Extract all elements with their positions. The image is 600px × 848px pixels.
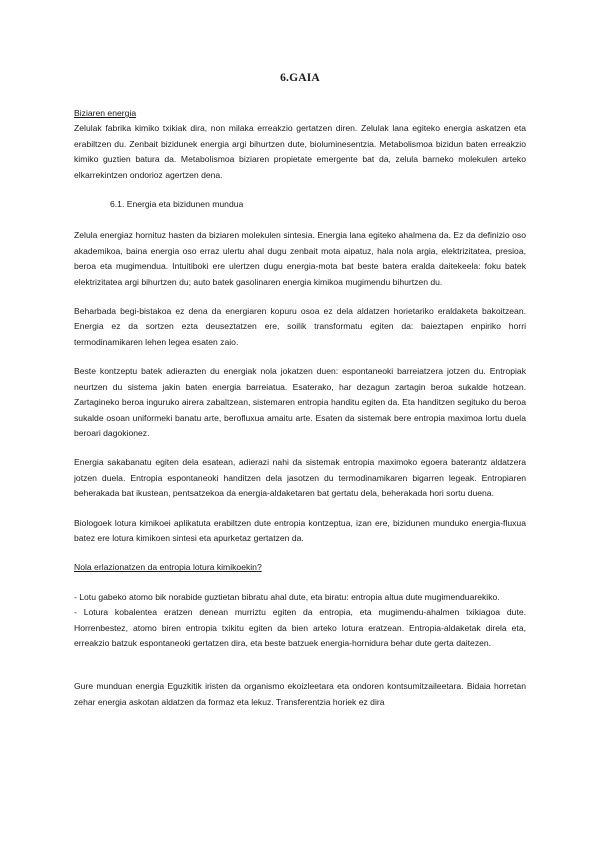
paragraph-intro: Zelulak fabrika kimiko txikiak dira, non milaka erreakzio gertatzen diren. Zelulak lana egiteko energia askatzen eta erabiltzen du. Zenbait bizidunek energia argi bihurtzen dute, bioluminesentzia. Metabolismoa bizidun baten erreakzio kimiko guztien batura da. Metabolismoa biziaren propietate emergente bat da, zelula barneko molekulen arteko elkarrekintzen ondorioz agertzen dena.	[74, 123, 526, 180]
section-heading-biziaren-energia: Biziaren energia	[74, 108, 137, 118]
page-title: 6.GAIA	[280, 72, 320, 84]
paragraph-4: Energia sakabanatu egiten dela esatean, adierazi nahi da sistemak entropia maximoko egoera baterantz aldatzera jotzen duela. Entropia espontaneoki handitzen dela jasotzen du termodinamikaren bigarren legeak. Entropiaren beherakada bat ikustean, pentsatzekoa da energia-aldaketaren bat gertatu dela, beherakada hori sortu duena.	[74, 457, 526, 499]
paragraph-1: Zelula energiaz hornituz hasten da biziaren molekulen sintesia. Energia lana egiteko ahalmena da. Ez da definizio oso akademikoa, baina energia oso erraz ulertu ahal dugu zenbait mota aipatuz, hala nola argia, elektrizitatea, presioa, beroa eta mugimendua. Intuitiboki ere ulertzen dugu energia-mota bat beste batera eralda daitekeela: foku batek elektrizitatea argi bihurtzen du; auto batek gasolinaren energia kimikoa mugimendu bihurtzen du.	[74, 230, 526, 287]
bullet-item-2: - Lotura kobalentea eratzen denean murriztu egiten da entropia, eta mugimendu-ahalmen txikiagoa dute. Horrenbestez, atomo biren entropia txikitu egiten da bien arteko lotura eratzean. Entropia-aldaketak direla eta, erreakzio batzuk espontaneoki gertatzen dira, eta beste batzuek energia-hornidura behar dute gerta daitezen.	[74, 607, 526, 648]
paragraph-closing: Gure munduan energia Eguzkitik iristen da organismo ekoizleetara eta ondoren kontsumitzaileetara. Bidaia horretan zehar energia askotan aldatzen da formaz eta lekuz. Transferentzia horiek ez dira	[74, 681, 526, 707]
subsection-heading: 6.1. Energia eta bizidunen mundua	[110, 199, 244, 210]
paragraph-3: Beste kontzeptu batek adierazten du energiak nola jokatzen duen: espontaneoki barreiatzera jotzen du. Entropiak neurtzen du sistema jakin baten energia barreiatua. Esaterako, har dezagun zartagin beroa sukalde hotzean. Zartagineko beroa inguruko airera zabaltzean, sistemaren entropia handitu egiten da. Eta handitzen segituko du beroa sukalde osoan uniformeki banatu arte, berofluxua amaitu arte. Esaten da sistemak bere entropia maximoa lortu duela beroari dagokionez.	[74, 366, 526, 438]
bullet-item-1: - Lotu gabeko atomo bik norabide guztietan bibratu ahal dute, eta biratu: entropia altua dute mugimenduarekiko.	[74, 591, 500, 602]
page-content	[74, 72, 526, 710]
paragraph-2: Beharbada begi-bistakoa ez dena da energiaren kopuru osoa ez dela aldatzen horietariko eraldaketa bakoitzean. Energia ez da sortzen ezta deuseztatzen ere, soilik transformatu egiten da: baieztapen enpiriko horri termodinamikaren lehen legea esaten zaio.	[74, 306, 526, 347]
paragraph-5: Biologoek lotura kimikoei aplikatuta erabiltzen dute entropia kontzeptua, izan ere, bizidunen munduko energia-fluxua batez ere lotura kimikoen sintesi eta apurketaz gertatzen da.	[74, 517, 526, 543]
section-heading-entropia: Nola erlazionatzen da entropia lotura kimikoekin?	[74, 562, 262, 573]
